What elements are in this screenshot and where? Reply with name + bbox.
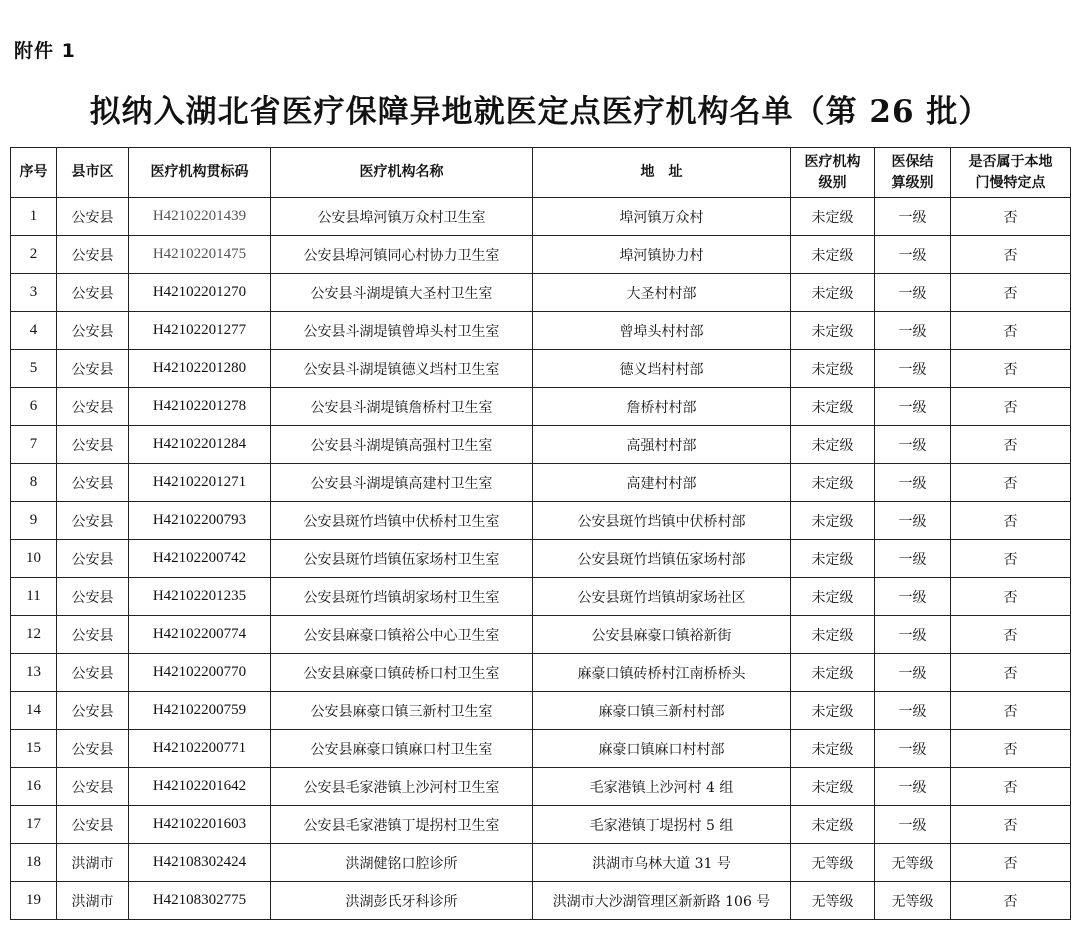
cell-county: 公安县 xyxy=(57,274,129,312)
cell-settle: 一级 xyxy=(875,692,951,730)
header-level-line1: 医疗机构 xyxy=(804,153,861,170)
cell-seq: 3 xyxy=(11,274,57,312)
cell-code: H42102201284 xyxy=(129,426,271,464)
table-row xyxy=(11,426,1071,464)
cell-address: 公安县斑竹垱镇胡家场社区 xyxy=(533,578,791,616)
cell-seq: 15 xyxy=(11,730,57,768)
cell-settle: 一级 xyxy=(875,350,951,388)
cell-address: 德义垱村村部 xyxy=(533,350,791,388)
cell-seq: 1 xyxy=(11,198,57,236)
header-chronic-line2: 门慢特定点 xyxy=(975,174,1046,191)
cell-settle: 一级 xyxy=(875,502,951,540)
cell-chronic: 否 xyxy=(951,236,1071,274)
cell-level: 未定级 xyxy=(791,312,875,350)
cell-level: 未定级 xyxy=(791,540,875,578)
cell-settle: 一级 xyxy=(875,616,951,654)
cell-name: 公安县斑竹垱镇胡家场村卫生室 xyxy=(271,578,533,616)
table-row xyxy=(11,464,1071,502)
cell-county: 公安县 xyxy=(57,312,129,350)
cell-county: 公安县 xyxy=(57,464,129,502)
cell-county: 公安县 xyxy=(57,578,129,616)
cell-address: 毛家港镇上沙河村 4 组 xyxy=(533,768,791,806)
cell-address: 埠河镇协力村 xyxy=(533,236,791,274)
cell-code: H42102201277 xyxy=(129,312,271,350)
cell-code: H42102200793 xyxy=(129,502,271,540)
table-row xyxy=(11,882,1071,920)
cell-seq: 19 xyxy=(11,882,57,920)
cell-code: H42102200771 xyxy=(129,730,271,768)
cell-seq: 5 xyxy=(11,350,57,388)
cell-county: 公安县 xyxy=(57,426,129,464)
cell-chronic: 否 xyxy=(951,350,1071,388)
cell-level: 未定级 xyxy=(791,426,875,464)
cell-chronic: 否 xyxy=(951,426,1071,464)
cell-county: 公安县 xyxy=(57,388,129,426)
cell-county: 公安县 xyxy=(57,806,129,844)
cell-code: H42102201439 xyxy=(129,198,271,236)
cell-chronic: 否 xyxy=(951,198,1071,236)
header-level-line2: 级别 xyxy=(818,174,847,191)
cell-chronic: 否 xyxy=(951,654,1071,692)
cell-address: 公安县麻豪口镇裕新街 xyxy=(533,616,791,654)
cell-settle: 一级 xyxy=(875,540,951,578)
cell-address: 高强村村部 xyxy=(533,426,791,464)
cell-code: H42108302775 xyxy=(129,882,271,920)
cell-county: 公安县 xyxy=(57,502,129,540)
cell-chronic: 否 xyxy=(951,578,1071,616)
cell-level: 未定级 xyxy=(791,692,875,730)
cell-county: 公安县 xyxy=(57,616,129,654)
cell-name: 公安县斗湖堤镇大圣村卫生室 xyxy=(271,274,533,312)
cell-address: 麻豪口镇砖桥村江南桥桥头 xyxy=(533,654,791,692)
cell-level: 未定级 xyxy=(791,350,875,388)
cell-county: 公安县 xyxy=(57,654,129,692)
cell-settle: 一级 xyxy=(875,198,951,236)
cell-name: 公安县斗湖堤镇高强村卫生室 xyxy=(271,426,533,464)
cell-settle: 一级 xyxy=(875,388,951,426)
page-title: 拟纳入湖北省医疗保障异地就医定点医疗机构名单（第 26 批） xyxy=(89,94,991,130)
cell-code: H42102201642 xyxy=(129,768,271,806)
cell-address: 詹桥村村部 xyxy=(533,388,791,426)
cell-name: 洪湖彭氏牙科诊所 xyxy=(271,882,533,920)
table-header-row xyxy=(11,148,1071,198)
cell-seq: 18 xyxy=(11,844,57,882)
cell-seq: 7 xyxy=(11,426,57,464)
cell-name: 公安县麻豪口镇三新村卫生室 xyxy=(271,692,533,730)
cell-chronic: 否 xyxy=(951,540,1071,578)
cell-code: H42102200759 xyxy=(129,692,271,730)
cell-address: 高建村村部 xyxy=(533,464,791,502)
table-row xyxy=(11,540,1071,578)
cell-chronic: 否 xyxy=(951,312,1071,350)
cell-seq: 11 xyxy=(11,578,57,616)
cell-name: 洪湖健铭口腔诊所 xyxy=(271,844,533,882)
cell-name: 公安县麻豪口镇砖桥口村卫生室 xyxy=(271,654,533,692)
cell-level: 未定级 xyxy=(791,464,875,502)
cell-level: 未定级 xyxy=(791,236,875,274)
header-chronic-line1: 是否属于本地 xyxy=(968,153,1053,170)
cell-name: 公安县埠河镇万众村卫生室 xyxy=(271,198,533,236)
table-row xyxy=(11,806,1071,844)
header-chronic xyxy=(951,148,1071,198)
cell-code: H42102200770 xyxy=(129,654,271,692)
cell-county: 公安县 xyxy=(57,730,129,768)
cell-level: 未定级 xyxy=(791,768,875,806)
cell-address: 大圣村村部 xyxy=(533,274,791,312)
cell-name: 公安县斗湖堤镇高建村卫生室 xyxy=(271,464,533,502)
cell-name: 公安县斗湖堤镇詹桥村卫生室 xyxy=(271,388,533,426)
cell-code: H42102201270 xyxy=(129,274,271,312)
cell-seq: 17 xyxy=(11,806,57,844)
cell-settle: 一级 xyxy=(875,768,951,806)
cell-seq: 4 xyxy=(11,312,57,350)
cell-settle: 一级 xyxy=(875,464,951,502)
cell-chronic: 否 xyxy=(951,274,1071,312)
cell-chronic: 否 xyxy=(951,502,1071,540)
cell-level: 未定级 xyxy=(791,388,875,426)
cell-address: 埠河镇万众村 xyxy=(533,198,791,236)
cell-name: 公安县斗湖堤镇德义垱村卫生室 xyxy=(271,350,533,388)
header-settle-line2: 算级别 xyxy=(891,174,934,191)
cell-level: 无等级 xyxy=(791,844,875,882)
table-row xyxy=(11,312,1071,350)
cell-name: 公安县斗湖堤镇曾埠头村卫生室 xyxy=(271,312,533,350)
cell-chronic: 否 xyxy=(951,692,1071,730)
cell-chronic: 否 xyxy=(951,464,1071,502)
cell-level: 未定级 xyxy=(791,198,875,236)
cell-level: 无等级 xyxy=(791,882,875,920)
cell-county: 公安县 xyxy=(57,692,129,730)
cell-address: 洪湖市大沙湖管理区新新路 106 号 xyxy=(533,882,791,920)
cell-chronic: 否 xyxy=(951,882,1071,920)
cell-seq: 2 xyxy=(11,236,57,274)
cell-level: 未定级 xyxy=(791,806,875,844)
cell-seq: 10 xyxy=(11,540,57,578)
cell-seq: 14 xyxy=(11,692,57,730)
table-row xyxy=(11,654,1071,692)
cell-settle: 一级 xyxy=(875,426,951,464)
cell-address: 曾埠头村村部 xyxy=(533,312,791,350)
cell-settle: 无等级 xyxy=(875,844,951,882)
cell-code: H42102201280 xyxy=(129,350,271,388)
table-row xyxy=(11,578,1071,616)
header-county: 县市区 xyxy=(57,148,129,198)
cell-name: 公安县毛家港镇上沙河村卫生室 xyxy=(271,768,533,806)
cell-settle: 一级 xyxy=(875,806,951,844)
cell-settle: 一级 xyxy=(875,274,951,312)
table-row xyxy=(11,616,1071,654)
table-row xyxy=(11,844,1071,882)
header-settle xyxy=(875,148,951,198)
cell-address: 毛家港镇丁堤拐村 5 组 xyxy=(533,806,791,844)
table-row xyxy=(11,768,1071,806)
table-row xyxy=(11,730,1071,768)
cell-level: 未定级 xyxy=(791,616,875,654)
cell-chronic: 否 xyxy=(951,806,1071,844)
cell-chronic: 否 xyxy=(951,844,1071,882)
cell-name: 公安县斑竹垱镇中伏桥村卫生室 xyxy=(271,502,533,540)
header-address: 地 址 xyxy=(533,148,791,198)
institution-table xyxy=(10,147,1071,920)
table-body xyxy=(11,198,1071,920)
cell-chronic: 否 xyxy=(951,388,1071,426)
cell-address: 洪湖市乌林大道 31 号 xyxy=(533,844,791,882)
cell-address: 公安县斑竹垱镇伍家场村部 xyxy=(533,540,791,578)
cell-level: 未定级 xyxy=(791,502,875,540)
cell-code: H42102201271 xyxy=(129,464,271,502)
cell-seq: 12 xyxy=(11,616,57,654)
cell-level: 未定级 xyxy=(791,274,875,312)
cell-seq: 8 xyxy=(11,464,57,502)
cell-county: 公安县 xyxy=(57,198,129,236)
cell-code: H42108302424 xyxy=(129,844,271,882)
cell-code: H42102201475 xyxy=(129,236,271,274)
table-row xyxy=(11,692,1071,730)
cell-level: 未定级 xyxy=(791,730,875,768)
cell-address: 公安县斑竹垱镇中伏桥村部 xyxy=(533,502,791,540)
table-row xyxy=(11,198,1071,236)
cell-name: 公安县麻豪口镇裕公中心卫生室 xyxy=(271,616,533,654)
cell-seq: 16 xyxy=(11,768,57,806)
cell-county: 公安县 xyxy=(57,350,129,388)
cell-code: H42102201235 xyxy=(129,578,271,616)
cell-seq: 6 xyxy=(11,388,57,426)
attachment-label: 附件 1 xyxy=(14,40,76,62)
cell-settle: 一级 xyxy=(875,730,951,768)
cell-name: 公安县斑竹垱镇伍家场村卫生室 xyxy=(271,540,533,578)
cell-county: 洪湖市 xyxy=(57,844,129,882)
cell-seq: 13 xyxy=(11,654,57,692)
cell-settle: 一级 xyxy=(875,312,951,350)
cell-level: 未定级 xyxy=(791,578,875,616)
table-row xyxy=(11,274,1071,312)
cell-name: 公安县麻豪口镇麻口村卫生室 xyxy=(271,730,533,768)
header-code: 医疗机构贯标码 xyxy=(129,148,271,198)
cell-chronic: 否 xyxy=(951,616,1071,654)
cell-county: 公安县 xyxy=(57,236,129,274)
cell-seq: 9 xyxy=(11,502,57,540)
cell-county: 公安县 xyxy=(57,540,129,578)
cell-code: H42102200774 xyxy=(129,616,271,654)
cell-code: H42102201603 xyxy=(129,806,271,844)
cell-name: 公安县毛家港镇丁堤拐村卫生室 xyxy=(271,806,533,844)
cell-name: 公安县埠河镇同心村协力卫生室 xyxy=(271,236,533,274)
cell-address: 麻豪口镇三新村村部 xyxy=(533,692,791,730)
cell-address: 麻豪口镇麻口村村部 xyxy=(533,730,791,768)
header-settle-line1: 医保结 xyxy=(891,153,934,170)
cell-chronic: 否 xyxy=(951,768,1071,806)
header-level xyxy=(791,148,875,198)
cell-county: 公安县 xyxy=(57,768,129,806)
cell-settle: 一级 xyxy=(875,654,951,692)
cell-chronic: 否 xyxy=(951,730,1071,768)
table-row xyxy=(11,388,1071,426)
cell-settle: 一级 xyxy=(875,578,951,616)
cell-code: H42102201278 xyxy=(129,388,271,426)
cell-code: H42102200742 xyxy=(129,540,271,578)
cell-county: 洪湖市 xyxy=(57,882,129,920)
header-name: 医疗机构名称 xyxy=(271,148,533,198)
cell-settle: 无等级 xyxy=(875,882,951,920)
cell-settle: 一级 xyxy=(875,236,951,274)
table-row xyxy=(11,236,1071,274)
header-seq: 序号 xyxy=(11,148,57,198)
table-row xyxy=(11,502,1071,540)
table-row xyxy=(11,350,1071,388)
cell-level: 未定级 xyxy=(791,654,875,692)
